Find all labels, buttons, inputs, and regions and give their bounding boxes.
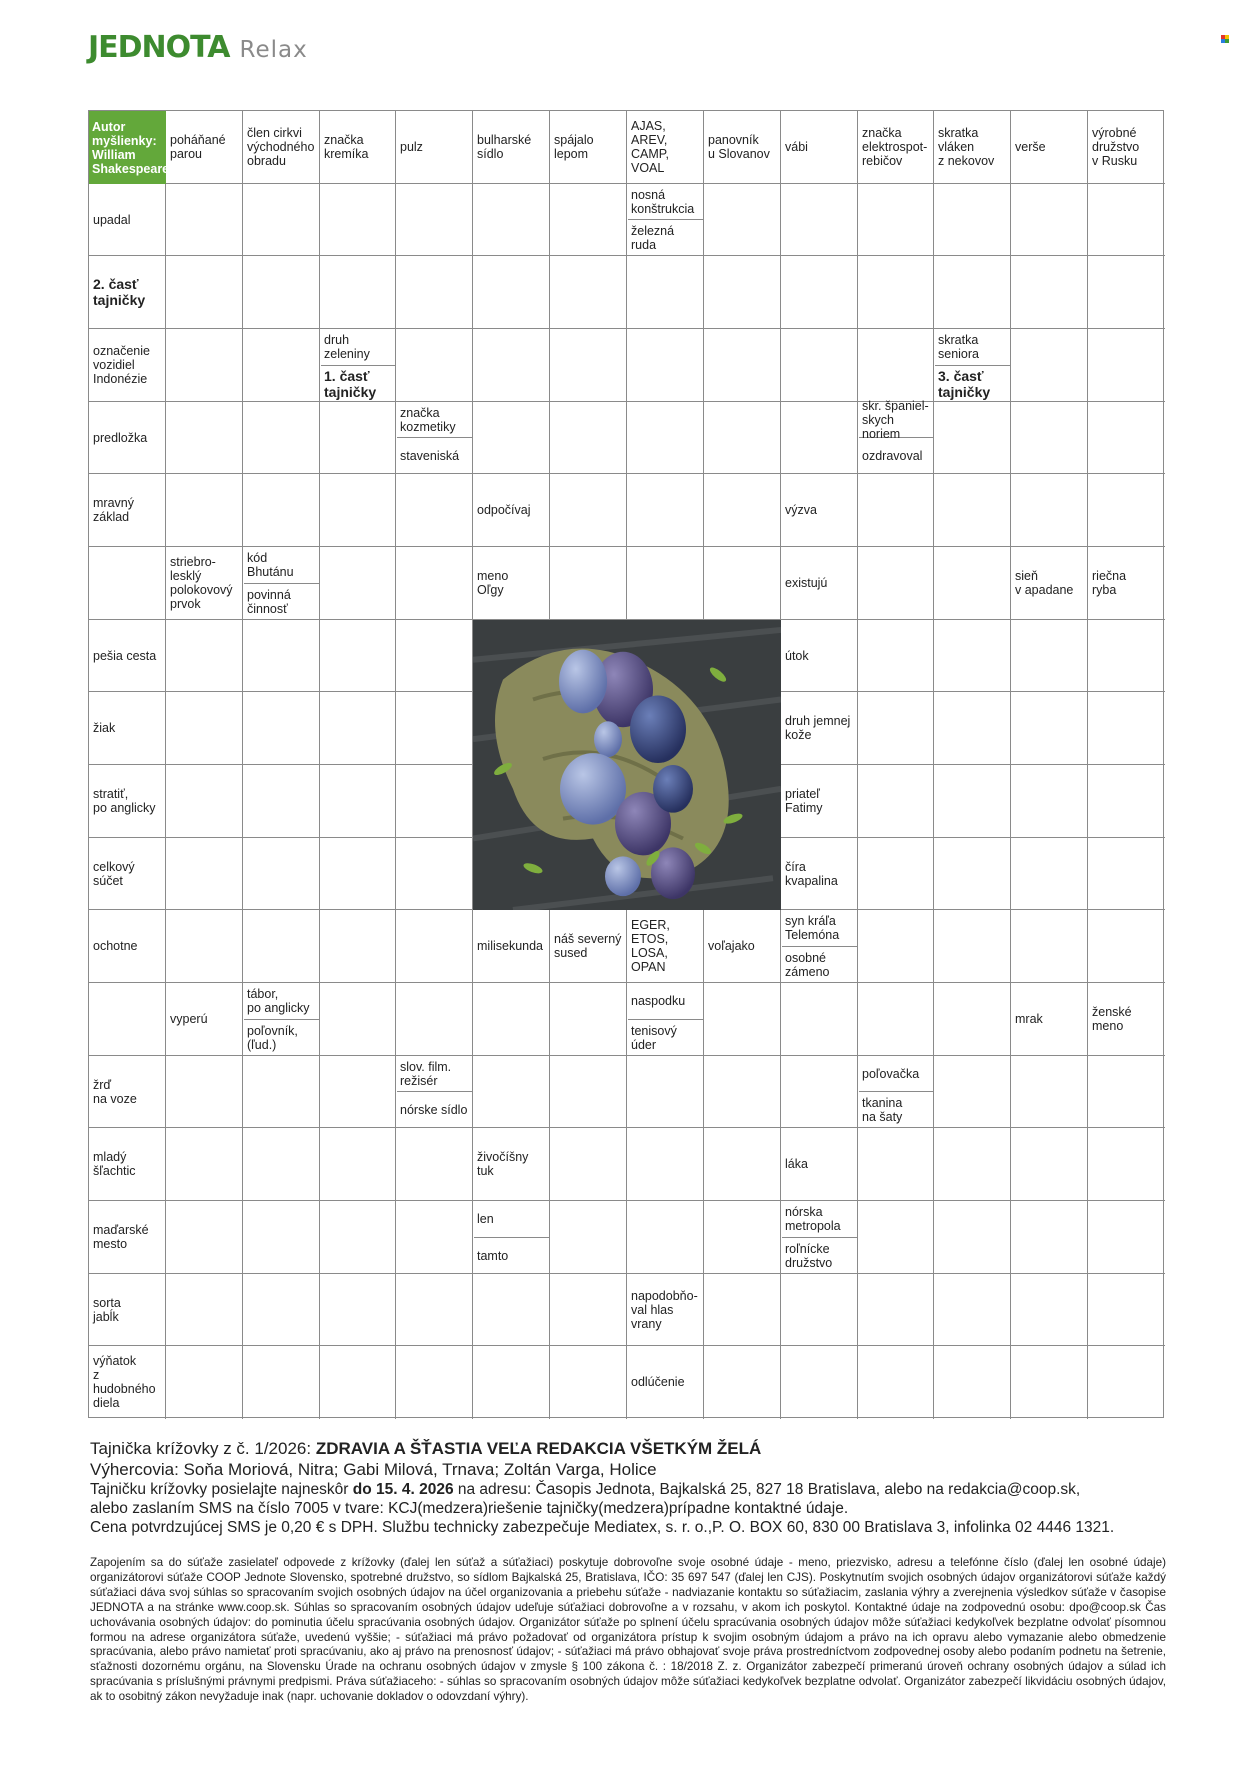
clue-text: tkanina na šaty [862, 1095, 903, 1124]
grid-cell[interactable] [934, 1201, 1011, 1274]
grid-cell[interactable] [166, 1201, 243, 1274]
grid-cell[interactable] [396, 910, 473, 983]
clue-text: železná ruda [631, 223, 675, 252]
grid-cell[interactable] [1011, 329, 1088, 402]
grid-cell[interactable] [704, 329, 781, 402]
clue-text: pešia cesta [93, 648, 157, 663]
grid-cell[interactable] [320, 983, 396, 1056]
grid-cell[interactable] [858, 256, 934, 329]
grid-cell[interactable] [320, 474, 396, 547]
grid-cell[interactable] [704, 547, 781, 620]
grid-cell[interactable] [166, 765, 243, 838]
grid-cell[interactable] [396, 1128, 473, 1201]
secret-part-label: 3. časť tajničky [938, 367, 991, 400]
grid-cell[interactable] [781, 184, 858, 256]
section-name: Relax [239, 37, 308, 63]
sms-line: alebo zaslaním SMS na číslo 7005 v tvare: KCJ(medzera)riešenie tajničky(medzera)prípadne kontaktné údaje. [90, 1500, 849, 1517]
grid-cell[interactable] [243, 910, 320, 983]
grid-cell[interactable] [1088, 1056, 1165, 1128]
clue-text: skratka vláken z nekovov [938, 126, 995, 168]
clue-text: poháňané parou [170, 133, 226, 161]
grid-cell[interactable] [320, 256, 396, 329]
clue-text: tamto [477, 1248, 509, 1263]
grid-cell[interactable] [243, 620, 320, 692]
grid-cell[interactable] [396, 329, 473, 402]
grid-cell[interactable] [243, 1056, 320, 1128]
grid-cell[interactable] [1088, 329, 1165, 402]
clue-text: náš severný sused [554, 932, 622, 960]
color-mark-icon [1221, 35, 1229, 43]
grid-cell[interactable] [858, 1201, 934, 1274]
crossword-grid [88, 110, 1164, 1418]
grid-cell[interactable] [320, 1128, 396, 1201]
grid-cell[interactable] [320, 838, 396, 910]
grid-cell[interactable] [243, 1274, 320, 1346]
grid-cell[interactable] [320, 1201, 396, 1274]
clue-text: syn kráľa Telemóna [782, 910, 858, 947]
grid-cell[interactable] [934, 692, 1011, 765]
grid-cell[interactable] [166, 620, 243, 692]
grid-cell[interactable] [243, 474, 320, 547]
grid-cell[interactable] [704, 983, 781, 1056]
clue-text: ochotne [93, 939, 138, 953]
grid-cell[interactable] [1088, 765, 1165, 838]
grid-cell[interactable] [1088, 838, 1165, 910]
grid-cell[interactable] [473, 256, 550, 329]
brand-name: JEDNOTA [88, 30, 230, 65]
clue-text: značka kozmetiky [397, 402, 473, 438]
clue-text: značka kremíka [324, 133, 369, 161]
clue-text: nórska metropola [782, 1201, 858, 1238]
clue-text: existujú [785, 576, 828, 590]
grid-cell[interactable] [1088, 1201, 1165, 1274]
grid-cell[interactable] [166, 692, 243, 765]
grid-cell[interactable] [858, 983, 934, 1056]
grid-cell[interactable] [627, 256, 704, 329]
author-clue: Autor myšlienky: William Shakespeare [89, 111, 166, 184]
clue-text: vyperú [170, 1012, 208, 1026]
grid-cell[interactable] [934, 402, 1011, 474]
grid-cell[interactable] [550, 329, 627, 402]
grid-cell[interactable] [396, 765, 473, 838]
grid-cell[interactable] [320, 1346, 396, 1419]
grid-cell[interactable] [1011, 1056, 1088, 1128]
clue-text: priateľ Fatimy [785, 787, 823, 815]
grid-cell[interactable] [320, 1274, 396, 1346]
grid-cell[interactable] [1011, 184, 1088, 256]
grid-cell[interactable] [166, 838, 243, 910]
grid-cell[interactable] [704, 402, 781, 474]
secret-part-label: 1. časť tajničky [324, 367, 377, 400]
grid-cell[interactable] [858, 1274, 934, 1346]
grid-cell[interactable] [1011, 1201, 1088, 1274]
grid-cell[interactable] [89, 547, 166, 620]
clue-text: len [474, 1201, 550, 1238]
grid-cell[interactable] [1088, 184, 1165, 256]
clue-text: pulz [400, 140, 423, 154]
grid-cell[interactable] [1088, 256, 1165, 329]
grid-cell[interactable] [858, 474, 934, 547]
grid-cell[interactable] [1088, 1346, 1165, 1419]
grid-cell[interactable] [704, 256, 781, 329]
grid-cell[interactable] [1011, 910, 1088, 983]
grid-cell[interactable] [243, 256, 320, 329]
grid-cell[interactable] [166, 910, 243, 983]
clue-text: sorta jabĺk [93, 1295, 121, 1324]
grid-cell[interactable] [166, 1056, 243, 1128]
clue-text: osobné zámeno [785, 950, 830, 979]
grid-cell[interactable] [396, 1346, 473, 1419]
grid-cell[interactable] [858, 1128, 934, 1201]
clue-text: mrak [1015, 1012, 1043, 1026]
clue-text: mladý šľachtic [93, 1150, 136, 1178]
price-line: Cena potvrdzujúcej SMS je 0,20 € s DPH. Službu technicky zabezpečuje Mediatex, s. r. o.,P. O. BOX 60, 830 00 Bratislava 3, infolinka 02 4446 1321. [90, 1519, 1115, 1536]
clue-text: poľovačka [859, 1056, 934, 1092]
grid-cell[interactable] [243, 184, 320, 256]
clue-text: poľovník, (ľud.) [247, 1023, 298, 1052]
legal-text: Zapojením sa do súťaže zasielateľ odpovede z krížovky (ďalej len súťaž a súťažiaci) poskytuje dobrovoľne svoje osobné údaje - meno, priezvisko, adresu a telefónne číslo (ďalej len osobné údaje) organizátorovi súťaže COOP Jednote Slovensko, spotrebné družstvo, so sídlom Bajkalská 25, Bratislava, IČO: 35 697 547 (ďalej len CJS). Poskytnutím svojich osobných údajov organizátorovi súťaže každý súťažiaci dáva svoj súhlas so spracovaním svojich osobných údajov na účel organizovania a priebehu súťaže - nadviazanie kontaktu so súťažiacim, zaslania výhry a zverejnenia výsledkov súťaže v časopise JEDNOTA a na stránke www.coop.sk. Súhlas so spracovaním osobných údajov udeľuje súťažiaci dobrovoľne a v rozsahu, v akom ich poskytol. Kontaktné údaje na zodpovednú osobu: dpo@coop.sk Čas uchovávania osobných údajov: do pominutia účelu spracúvania osobných údajov. Organizátor súťaže po splnení účelu spracúvania osobných údajov môže súťažiaci kedykoľvek bezplatne odvolať písomnou formou na adrese organizátora súťaže, uvedenú vyššie; - súťažiaci má právo požadovať od organizátora prístup k svojim osobným údajom a právo na ich opravu alebo vymazanie alebo obmedzenie spracúvania, alebo právo namietať proti spracúvaniu, ako aj právo na prenosnosť údajov; - súťažiaci má právo obhajovať svoje práva prostredníctvom zodpovednej osoby alebo podaním podnetu na šetrenie, sťažnosti dozornému orgánu, na Slovensku Úrade na ochranu osobných údajov v zmysle § 100 zákona č. : 18/2018 Z. z. Organizátor zabezpečí primeranú úroveň ochrany osobných údajov a súlad ich spracúvania s príslušnými právnymi predpismi. Práva súťažiaceho: - súhlas so spracovaním osobných údajov môže súťažiaci kedykoľvek bezplatne odvolať. Organizátor zabezpečí likvidáciu osobných údajov, ak to osobitný zákon nevyžaduje inak (napr. uchovanie dokladov o odovzdaní výhry). [90, 1556, 1166, 1704]
grid-cell[interactable] [858, 765, 934, 838]
clue-text: mravný základ [93, 496, 134, 524]
grid-cell[interactable] [1011, 692, 1088, 765]
grid-cell[interactable] [934, 1346, 1011, 1419]
grid-cell[interactable] [166, 1274, 243, 1346]
clue-text: maďarské mesto [93, 1223, 149, 1251]
clue-text: skr. španiel- skych noriem [859, 402, 934, 438]
clue-text: výzva [785, 503, 817, 517]
grid-cell[interactable] [858, 329, 934, 402]
grid-cell[interactable] [858, 184, 934, 256]
grid-cell[interactable] [704, 474, 781, 547]
grid-cell[interactable] [1011, 402, 1088, 474]
clue-text: nosná konštrukcia [628, 184, 704, 220]
grid-cell[interactable] [166, 1128, 243, 1201]
clue-text: celkový súčet [93, 859, 135, 888]
grid-cell[interactable] [473, 983, 550, 1056]
grid-cell[interactable] [627, 1056, 704, 1128]
grid-cell[interactable] [320, 620, 396, 692]
clue-text: striebro- lesklý polokovový prvok [170, 555, 233, 611]
clue-text: odpočívaj [477, 503, 531, 517]
grid-cell[interactable] [704, 184, 781, 256]
clue-text: voľajako [708, 939, 755, 953]
grid-cell[interactable] [396, 184, 473, 256]
grid-cell[interactable] [166, 329, 243, 402]
grid-cell[interactable] [166, 184, 243, 256]
grid-cell[interactable] [243, 1128, 320, 1201]
grid-cell[interactable] [243, 765, 320, 838]
grid-cell[interactable] [473, 184, 550, 256]
grid-cell[interactable] [166, 1346, 243, 1419]
clue-text: druh zeleniny [321, 329, 396, 366]
clue-text: upadal [93, 212, 131, 227]
solution-line: Tajnička krížovky z č. 1/2026: ZDRAVIA A ŠŤASTIA VEĽA REDAKCIA VŠETKÝM ŽELÁ [90, 1439, 762, 1458]
grid-cell[interactable] [166, 474, 243, 547]
grid-cell[interactable] [1011, 765, 1088, 838]
clue-text: povinná činnosť [247, 587, 291, 616]
clue-text: verše [1015, 140, 1046, 154]
grid-cell[interactable] [550, 983, 627, 1056]
clue-text: vábi [785, 140, 808, 154]
grid-cell[interactable] [1088, 1128, 1165, 1201]
grid-cell[interactable] [320, 402, 396, 474]
grid-cell[interactable] [1011, 1274, 1088, 1346]
clue-text: meno Oľgy [477, 569, 509, 597]
clue-text: označenie vozidiel Indonézie [93, 344, 150, 386]
jednota-logo [88, 30, 308, 74]
grid-cell[interactable] [550, 1274, 627, 1346]
grid-cell[interactable] [396, 1201, 473, 1274]
clue-text: útok [785, 648, 809, 663]
grid-cell[interactable] [934, 474, 1011, 547]
winners-line: Výhercovia: Soňa Moriová, Nitra; Gabi Milová, Trnava; Zoltán Varga, Holice [90, 1460, 657, 1479]
clue-text: výňatok z hudobného diela [93, 1354, 156, 1410]
clue-text: naspodku [628, 983, 704, 1020]
clue-text: láka [785, 1157, 808, 1171]
grid-cell[interactable] [704, 1274, 781, 1346]
grid-cell[interactable] [1088, 692, 1165, 765]
grid-cell[interactable] [1088, 474, 1165, 547]
grid-cell[interactable] [396, 547, 473, 620]
grid-cell[interactable] [473, 1346, 550, 1419]
grid-cell[interactable] [627, 547, 704, 620]
clue-text: ženské meno [1092, 1005, 1132, 1033]
grid-cell[interactable] [934, 983, 1011, 1056]
clue-text: tábor, po anglicky [244, 983, 320, 1020]
grid-cell[interactable] [934, 1274, 1011, 1346]
grid-cell[interactable] [320, 184, 396, 256]
grid-cell[interactable] [396, 474, 473, 547]
grid-cell[interactable] [858, 692, 934, 765]
grid-cell[interactable] [781, 402, 858, 474]
grid-cell[interactable] [627, 1128, 704, 1201]
grid-cell[interactable] [166, 402, 243, 474]
grid-cell[interactable] [781, 1056, 858, 1128]
clue-text: tenisový úder [631, 1023, 677, 1052]
grid-cell[interactable] [858, 910, 934, 983]
clue-text: panovník u Slovanov [708, 133, 770, 161]
grid-cell[interactable] [166, 256, 243, 329]
grid-cell[interactable] [1088, 910, 1165, 983]
grid-cell[interactable] [473, 402, 550, 474]
grid-cell[interactable] [396, 256, 473, 329]
grid-cell[interactable] [396, 1274, 473, 1346]
grid-cell[interactable] [396, 838, 473, 910]
grid-cell[interactable] [550, 547, 627, 620]
grid-cell[interactable] [934, 1128, 1011, 1201]
grid-cell[interactable] [1011, 838, 1088, 910]
grid-cell[interactable] [243, 329, 320, 402]
clue-text: napodobňo- val hlas vrany [631, 1288, 698, 1331]
footer-info [90, 1438, 1170, 1537]
clue-text: AJAS, AREV, CAMP, VOAL [631, 119, 669, 175]
clue-text: slov. film. režisér [397, 1056, 473, 1092]
grid-cell[interactable] [627, 402, 704, 474]
grid-cell[interactable] [704, 1201, 781, 1274]
grid-cell[interactable] [704, 1128, 781, 1201]
grid-cell[interactable] [1011, 1346, 1088, 1419]
grid-cell[interactable] [550, 474, 627, 547]
grid-cell[interactable] [243, 1346, 320, 1419]
clue-text: odlúčenie [631, 1375, 685, 1389]
grid-cell[interactable] [934, 910, 1011, 983]
grid-cell[interactable] [781, 1346, 858, 1419]
clue-text: kód Bhutánu [244, 547, 320, 584]
grid-cell[interactable] [320, 547, 396, 620]
grid-cell[interactable] [320, 692, 396, 765]
clue-text: ozdravoval [862, 448, 923, 463]
grid-cell[interactable] [550, 1128, 627, 1201]
grid-cell[interactable] [1011, 256, 1088, 329]
grid-cell[interactable] [934, 620, 1011, 692]
grid-cell[interactable] [781, 983, 858, 1056]
grid-cell[interactable] [704, 1056, 781, 1128]
grid-cell[interactable] [320, 765, 396, 838]
grid-cell[interactable] [550, 402, 627, 474]
grid-cell[interactable] [396, 692, 473, 765]
clue-text: predložka [93, 430, 148, 445]
grid-cell[interactable] [781, 1274, 858, 1346]
grid-cell[interactable] [396, 983, 473, 1056]
clue-text: spájalo lepom [554, 133, 594, 161]
clue-text: druh jemnej kože [785, 714, 851, 742]
grid-cell[interactable] [627, 1201, 704, 1274]
clue-text: milisekunda [477, 939, 544, 953]
grid-cell[interactable] [858, 547, 934, 620]
grid-cell[interactable] [89, 983, 166, 1056]
grid-cell[interactable] [627, 474, 704, 547]
grid-cell[interactable] [704, 1346, 781, 1419]
grid-cell[interactable] [243, 402, 320, 474]
grid-cell[interactable] [781, 329, 858, 402]
grid-cell[interactable] [473, 1274, 550, 1346]
clue-text: člen cirkvi východného obradu [247, 126, 315, 168]
grid-cell[interactable] [1011, 1128, 1088, 1201]
grid-cell[interactable] [934, 184, 1011, 256]
grid-cell[interactable] [934, 547, 1011, 620]
clue-text: nórske sídlo [400, 1102, 468, 1117]
grid-cell[interactable] [934, 765, 1011, 838]
grid-cell[interactable] [1088, 620, 1165, 692]
grid-cell[interactable] [473, 329, 550, 402]
clue-text: značka elektrospot- rebičov [862, 126, 928, 168]
grid-cell[interactable] [1011, 474, 1088, 547]
grid-cell[interactable] [243, 1201, 320, 1274]
grid-cell[interactable] [550, 1201, 627, 1274]
grid-cell[interactable] [858, 838, 934, 910]
grid-cell[interactable] [858, 620, 934, 692]
clue-text: živočíšny tuk [477, 1150, 529, 1178]
grid-cell[interactable] [934, 1056, 1011, 1128]
grid-cell[interactable] [320, 910, 396, 983]
clue-text: výrobné družstvo v Rusku [1092, 126, 1140, 168]
grid-cell[interactable] [550, 184, 627, 256]
grid-cell[interactable] [1088, 1274, 1165, 1346]
grid-cell[interactable] [1011, 620, 1088, 692]
grid-cell[interactable] [858, 1346, 934, 1419]
grid-cell[interactable] [781, 256, 858, 329]
grid-cell[interactable] [550, 256, 627, 329]
grid-cell[interactable] [934, 838, 1011, 910]
clue-text: číra kvapalina [785, 859, 838, 888]
grid-cell[interactable] [627, 329, 704, 402]
clue-text: bulharské sídlo [477, 133, 532, 161]
clue-text: sieň v apadane [1015, 569, 1074, 597]
send-line: Tajničku krížovky posielajte najneskôr do 15. 4. 2026 na adresu: Časopis Jednota, Bajkalská 25, 827 18 Bratislava, alebo na redakcia@coop.sk, [90, 1481, 1081, 1498]
clue-text: stratiť, po anglicky [93, 787, 156, 815]
secret-part-label: 2. časť tajničky [93, 276, 146, 308]
clue-text: staveniská [400, 448, 460, 463]
clue-text: skratka seniora [935, 329, 1011, 366]
grid-cell[interactable] [473, 1056, 550, 1128]
grid-cell[interactable] [934, 256, 1011, 329]
clue-text: žrď na voze [93, 1077, 137, 1106]
easter-eggs-photo [473, 620, 781, 910]
grid-cell[interactable] [243, 838, 320, 910]
grid-cell[interactable] [320, 1056, 396, 1128]
clue-text: roľnícke družstvo [785, 1241, 833, 1270]
grid-cell[interactable] [1088, 402, 1165, 474]
grid-cell[interactable] [550, 1346, 627, 1419]
clue-text: riečna ryba [1092, 569, 1127, 597]
grid-cell[interactable] [243, 692, 320, 765]
clue-text: EGER, ETOS, LOSA, OPAN [631, 918, 670, 974]
grid-cell[interactable] [550, 1056, 627, 1128]
grid-cell[interactable] [396, 620, 473, 692]
clue-text: žiak [93, 721, 116, 735]
